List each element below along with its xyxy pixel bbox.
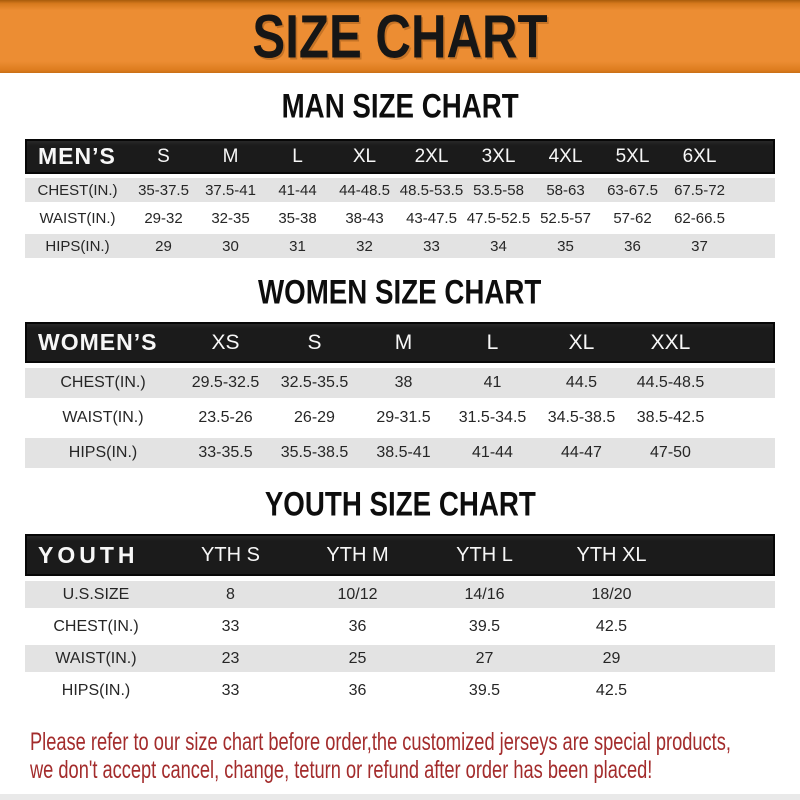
men-cell-0-2: 41-44 [278, 181, 317, 199]
men-cell-1-7: 57-62 [613, 209, 652, 227]
men-cell-1-8: 62-66.5 [674, 209, 725, 227]
size-chart-sections [0, 88, 800, 704]
women-cell-2-4: 44-47 [561, 444, 602, 461]
men-cell-0-6: 58-63 [546, 181, 585, 199]
men-cell-2-5: 34 [490, 237, 507, 255]
men-row-label-1: WAIST(IN.) [39, 209, 116, 227]
youth-section-heading-text: YOUTH SIZE CHART [264, 484, 536, 523]
women-cell-1-2: 29-31.5 [376, 409, 431, 426]
footer-line-2: we don't accept cancel, change, teturn or refund after order has been placed! [30, 756, 653, 784]
youth-section-heading [0, 486, 800, 522]
women-cell-2-1: 35.5-38.5 [280, 444, 349, 461]
men-cell-2-3: 32 [356, 237, 373, 255]
youth-column-header-3: YTH XL [576, 543, 647, 566]
youth-table-row-1 [25, 613, 775, 640]
youth-table-header-row [25, 534, 775, 576]
men-cell-1-4: 43-47.5 [406, 209, 457, 227]
youth-column-header-2: YTH L [456, 543, 513, 566]
women-row-label-1: WAIST(IN.) [62, 409, 144, 426]
men-section-heading [0, 88, 800, 124]
women-size-chart-section [0, 274, 800, 468]
men-table-row-0 [25, 178, 775, 202]
women-cell-2-2: 38.5-41 [376, 444, 431, 461]
men-cell-0-8: 67.5-72 [674, 181, 725, 199]
youth-cell-2-2: 27 [475, 649, 494, 667]
youth-cell-2-0: 23 [221, 649, 240, 667]
youth-row-label-2: WAIST(IN.) [55, 649, 137, 667]
women-cell-0-2: 38 [394, 374, 413, 391]
men-table-header-row [25, 139, 775, 174]
footer-line-1: Please refer to our size chart before order,the customized jerseys are special products, [30, 728, 731, 756]
youth-size-chart-section [0, 486, 800, 704]
youth-row-label-1: CHEST(IN.) [53, 617, 139, 635]
women-column-header-1: S [307, 330, 322, 354]
bottom-strip [0, 794, 800, 800]
men-size-table [25, 139, 775, 258]
men-cell-2-7: 36 [624, 237, 641, 255]
men-cell-2-8: 37 [691, 237, 708, 255]
men-cell-2-0: 29 [155, 237, 172, 255]
men-column-header-7: 5XL [615, 145, 650, 167]
men-column-header-3: XL [352, 145, 377, 167]
men-cell-2-1: 30 [222, 237, 239, 255]
men-cell-2-6: 35 [557, 237, 574, 255]
women-table-title: WOMEN’S [38, 329, 158, 355]
women-table-header-row [25, 322, 775, 363]
women-cell-2-5: 47-50 [650, 444, 691, 461]
men-column-header-8: 6XL [682, 145, 717, 167]
youth-row-label-3: HIPS(IN.) [61, 681, 131, 699]
women-size-table [25, 322, 775, 468]
women-cell-0-3: 41 [483, 374, 502, 391]
men-section-heading-text: MAN SIZE CHART [281, 86, 519, 125]
men-table-row-2 [25, 234, 775, 258]
women-section-heading-text: WOMEN SIZE CHART [258, 272, 542, 311]
men-cell-1-5: 47.5-52.5 [466, 209, 531, 227]
women-cell-0-0: 29.5-32.5 [191, 374, 260, 391]
youth-cell-0-0: 8 [226, 585, 235, 603]
youth-cell-2-3: 29 [602, 649, 621, 667]
men-column-header-5: 3XL [481, 145, 516, 167]
youth-cell-1-3: 42.5 [595, 617, 628, 635]
men-row-label-2: HIPS(IN.) [45, 237, 110, 255]
youth-cell-1-0: 33 [221, 617, 240, 635]
women-table-row-2 [25, 438, 775, 468]
youth-table-row-2 [25, 645, 775, 672]
men-cell-0-1: 37.5-41 [205, 181, 256, 199]
men-column-header-1: M [222, 145, 239, 167]
men-row-label-0: CHEST(IN.) [37, 181, 118, 199]
women-cell-1-3: 31.5-34.5 [458, 409, 527, 426]
men-column-header-2: L [292, 145, 303, 167]
men-column-header-6: 4XL [548, 145, 583, 167]
youth-size-table [25, 534, 775, 704]
youth-cell-1-1: 36 [348, 617, 367, 635]
women-column-header-2: M [394, 330, 413, 354]
banner [0, 0, 800, 73]
women-cell-1-4: 34.5-38.5 [547, 409, 616, 426]
women-cell-1-1: 26-29 [294, 409, 335, 426]
women-cell-0-4: 44.5 [565, 374, 598, 391]
men-column-header-4: 2XL [414, 145, 449, 167]
men-cell-0-7: 63-67.5 [607, 181, 658, 199]
youth-cell-3-3: 42.5 [595, 681, 628, 699]
youth-row-label-0: U.S.SIZE [62, 585, 130, 603]
footer-notice [0, 728, 800, 784]
women-section-heading [0, 274, 800, 310]
men-cell-0-3: 44-48.5 [339, 181, 390, 199]
women-table-row-0 [25, 368, 775, 398]
women-cell-0-5: 44.5-48.5 [636, 374, 705, 391]
women-column-header-4: XL [568, 330, 595, 354]
men-column-header-0: S [157, 145, 170, 167]
women-column-header-0: XS [211, 330, 240, 354]
youth-cell-3-0: 33 [221, 681, 240, 699]
youth-table-row-0 [25, 581, 775, 608]
men-table-title: MEN’S [38, 143, 116, 169]
men-cell-2-4: 33 [423, 237, 440, 255]
women-cell-2-3: 41-44 [472, 444, 513, 461]
youth-table-row-3 [25, 677, 775, 704]
youth-cell-2-1: 25 [348, 649, 367, 667]
youth-cell-3-2: 39.5 [468, 681, 501, 699]
men-cell-0-5: 53.5-58 [473, 181, 524, 199]
men-cell-1-1: 32-35 [211, 209, 250, 227]
men-cell-1-0: 29-32 [144, 209, 183, 227]
men-size-chart-section [0, 88, 800, 258]
men-table-row-1 [25, 206, 775, 230]
men-cell-0-0: 35-37.5 [138, 181, 189, 199]
women-table-row-1 [25, 403, 775, 433]
women-cell-2-0: 33-35.5 [198, 444, 253, 461]
youth-cell-0-2: 14/16 [464, 585, 505, 603]
men-cell-0-4: 48.5-53.5 [399, 181, 464, 199]
youth-cell-3-1: 36 [348, 681, 367, 699]
men-cell-1-6: 52.5-57 [540, 209, 591, 227]
youth-column-header-0: YTH S [201, 543, 260, 566]
women-cell-1-5: 38.5-42.5 [636, 409, 705, 426]
women-row-label-0: CHEST(IN.) [60, 374, 146, 391]
men-cell-1-2: 35-38 [278, 209, 317, 227]
youth-cell-0-1: 10/12 [337, 585, 378, 603]
banner-title: SIZE CHART [252, 2, 548, 71]
youth-cell-1-2: 39.5 [468, 617, 501, 635]
women-column-header-5: XXL [650, 330, 691, 354]
youth-table-title: YOUTH [38, 541, 139, 568]
youth-column-header-1: YTH M [326, 543, 389, 566]
men-cell-2-2: 31 [289, 237, 306, 255]
women-cell-0-1: 32.5-35.5 [280, 374, 349, 391]
women-row-label-2: HIPS(IN.) [68, 444, 138, 461]
women-cell-1-0: 23.5-26 [198, 409, 253, 426]
youth-cell-0-3: 18/20 [591, 585, 632, 603]
men-cell-1-3: 38-43 [345, 209, 384, 227]
women-column-header-3: L [486, 330, 499, 354]
